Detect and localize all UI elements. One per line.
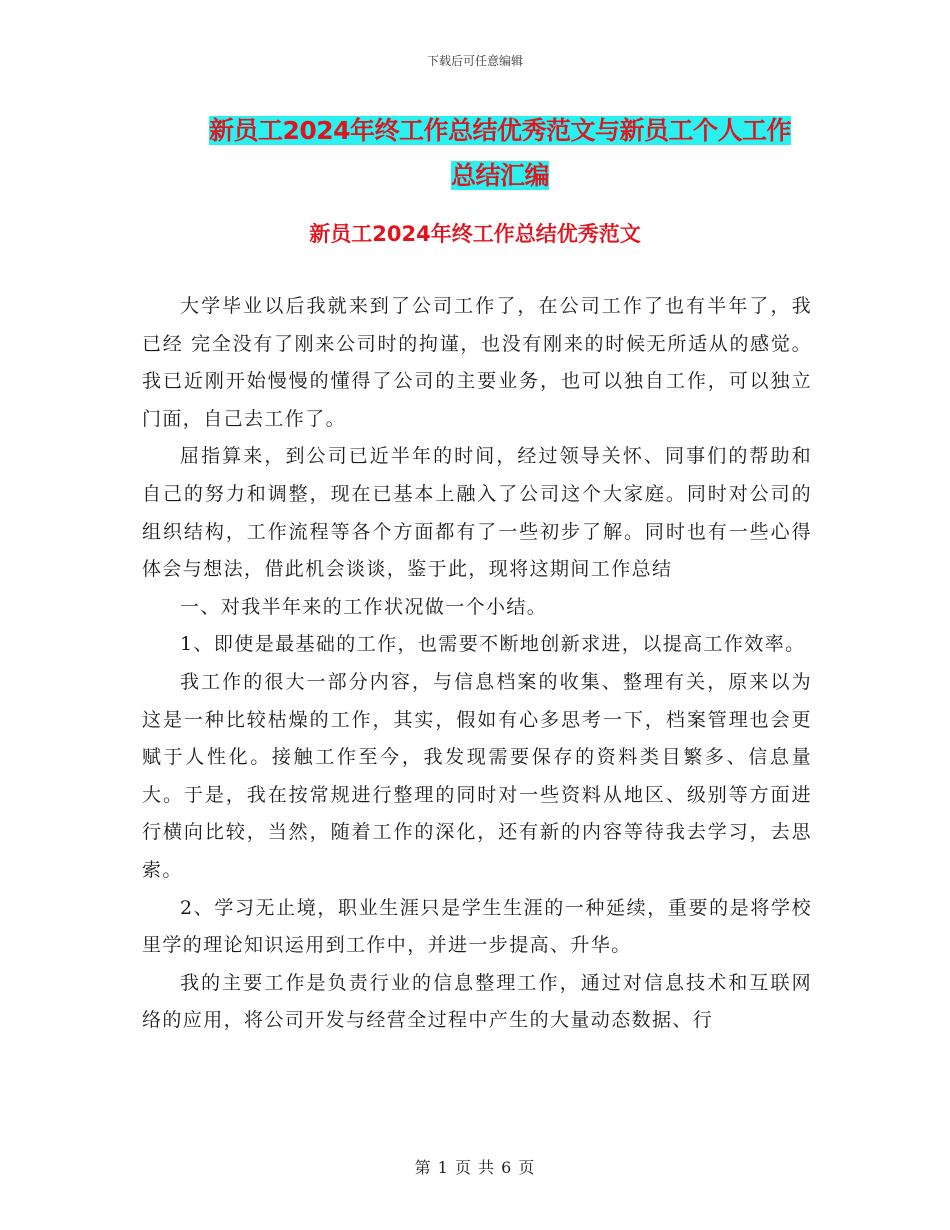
document-body — [142, 288, 812, 1040]
document-title — [140, 108, 860, 198]
paragraph: 我工作的很大一部分内容，与信息档案的收集、整理有关，原来以为这是一种比较枯燥的工作，其实，假如有心多思考一下，档案管理也会更赋于人性化。接触工作至今，我发现需要保存的资料类目繁多、信息量大。于是，我在按常规进行整理的同时对一些资料从地区、级别等方面进行横向比较，当然，随着工作的深化，还有新的内容等待我去学习，去思索。 — [142, 670, 812, 881]
paragraph: 2、学习无止境，职业生涯只是学生生涯的一种延续，重要的是将学校里学的理论知识运用到工作中，并进一步提高、升华。 — [142, 896, 812, 957]
paragraph: 1、即使是最基础的工作，也需要不断地创新求进，以提高工作效率。 — [180, 633, 806, 656]
paragraph: 一、对我半年来的工作状况做一个小结。 — [180, 595, 548, 618]
paragraph: 屈指算来，到公司已近半年的时间，经过领导关怀、同事们的帮助和自己的努力和调整，现在已基本上融入了公司这个大家庭。同时对公司的组织结构，工作流程等各个方面都有了一些初步了解。同时也有一些心得体会与想法，借此机会谈谈，鉴于此，现将这期间工作总结 — [142, 445, 812, 581]
page-number-footer: 第 1 页 共 6 页 — [414, 1158, 536, 1177]
document-title-line-1: 新员工2024年终工作总结优秀范文与新员工个人工作 — [208, 116, 792, 145]
paragraph: 我的主要工作是负责行业的信息整理工作，通过对信息技术和互联网络的应用，将公司开发与经营全过程中产生的大量动态数据、行 — [142, 971, 812, 1032]
paragraph: 大学毕业以后我就来到了公司工作了，在公司工作了也有半年了，我已经 完全没有了刚来公司时的拘谨，也没有刚来的时候无所适从的感觉。我已近刚开始慢慢的懂得了公司的主要业务，也可以独自工作，可以独立门面，自己去工作了。 — [142, 295, 812, 430]
section-title: 新员工2024年终工作总结优秀范文 — [309, 222, 641, 246]
document-title-line-2: 总结汇编 — [450, 161, 549, 190]
page-header-note: 下载后可任意编辑 — [426, 54, 523, 68]
